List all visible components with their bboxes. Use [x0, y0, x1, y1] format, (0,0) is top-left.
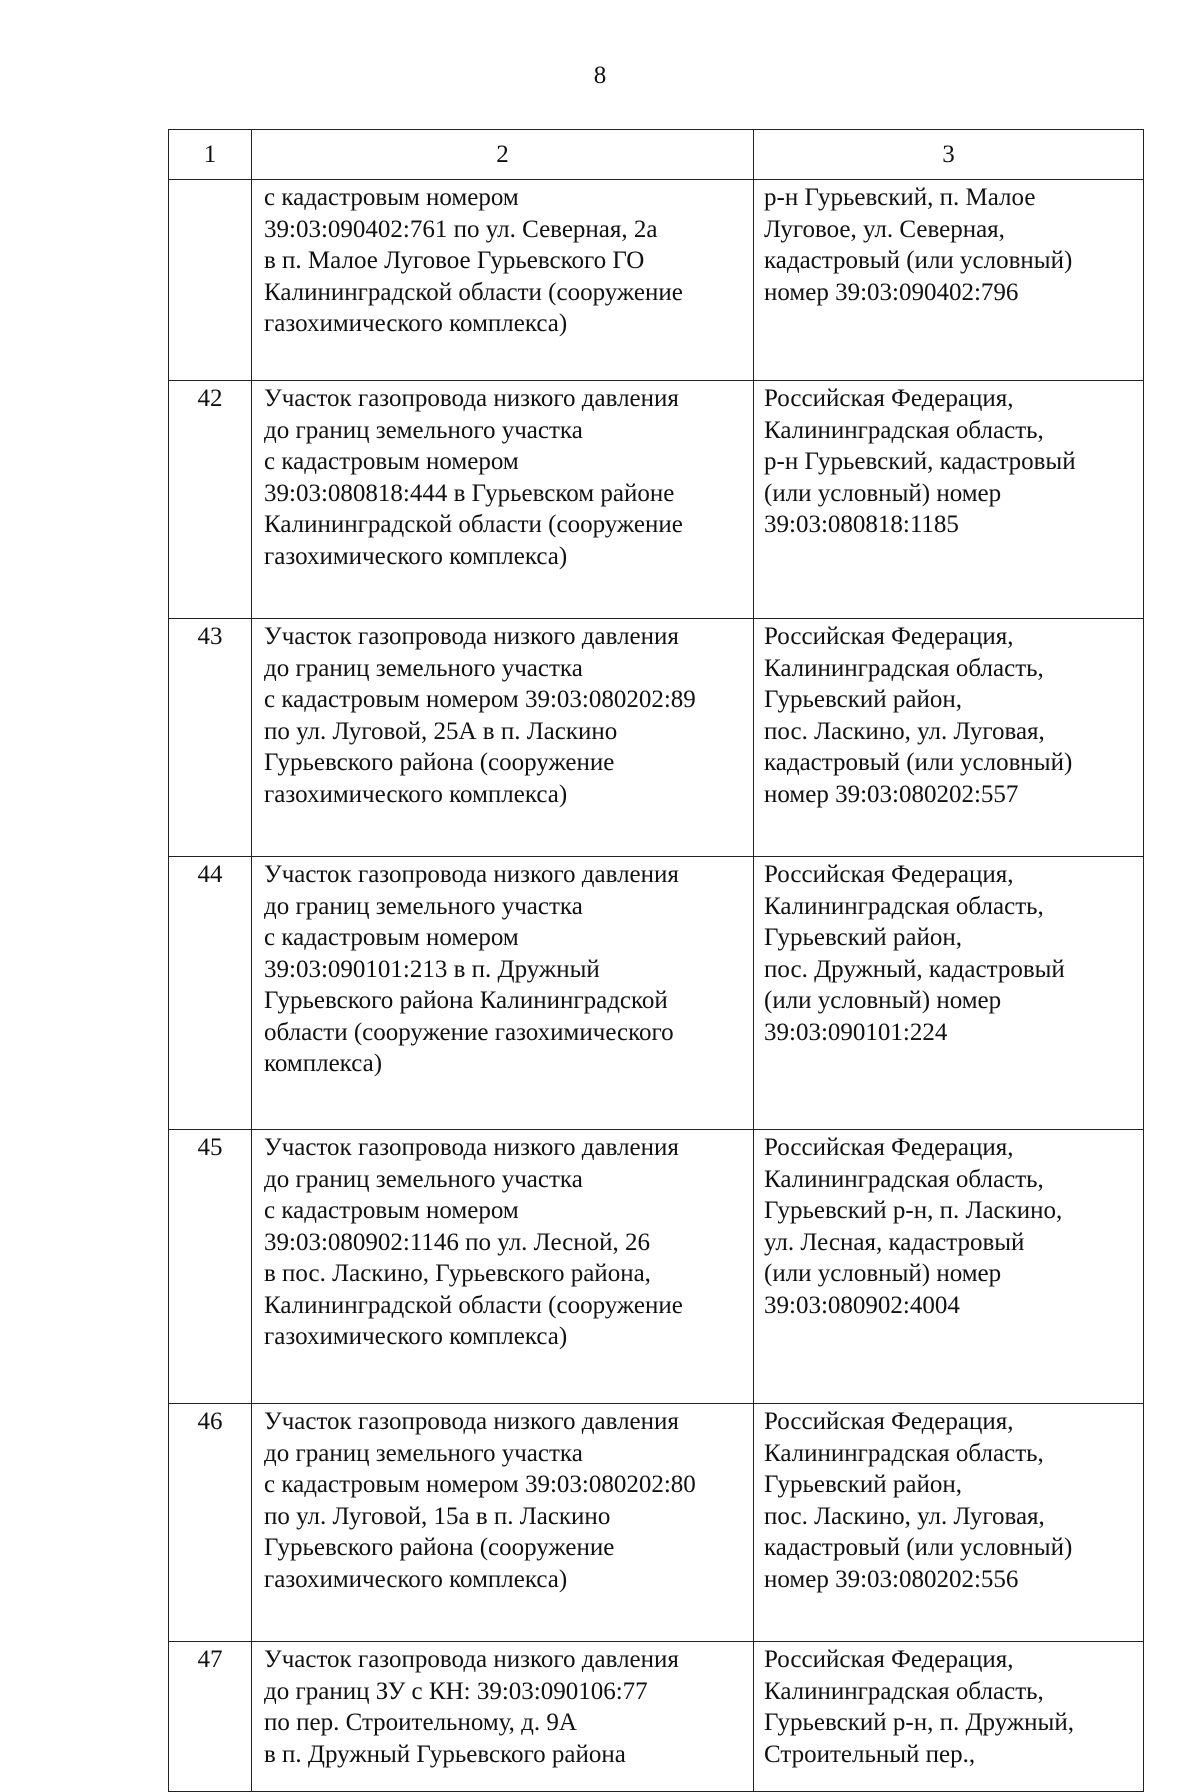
- description-line: газохимического комплекса): [264, 780, 568, 808]
- description-line: с кадастровым номером: [264, 924, 519, 951]
- description-line: с кадастровым номером: [264, 448, 519, 475]
- table-row: [169, 619, 1144, 857]
- description-line: комплекса): [264, 1050, 383, 1077]
- address-line: Гурьевский р-н, п. Ласкино,: [764, 1197, 1063, 1224]
- address-line: Гурьевский район,: [764, 686, 963, 713]
- address-line: Калининградская область,: [764, 416, 1044, 444]
- row-number: 46: [169, 1404, 252, 1642]
- address-line: (или условный) номер: [764, 1260, 1002, 1287]
- description-line: до границ земельного участка: [264, 654, 583, 682]
- address-line: пос. Ласкино, ул. Луговая,: [764, 1502, 1045, 1530]
- description-line: газохимического комплекса): [264, 1565, 568, 1593]
- object-description: [252, 1404, 754, 1642]
- address-line: Калининградская область,: [764, 892, 1044, 920]
- address-line: Российская Федерация,: [764, 861, 1014, 888]
- description-line: по ул. Луговой, 25А в п. Ласкино: [264, 717, 618, 745]
- address-line: Строительный пер.,: [764, 1740, 976, 1768]
- description-line: Калининградской области (сооружение: [264, 278, 683, 306]
- description-line: по пер. Строительному, д. 9А: [264, 1709, 577, 1736]
- description-line: Участок газопровода низкого давления: [264, 623, 679, 650]
- description-line: Калининградской области (сооружение: [264, 511, 683, 538]
- table-row: [169, 1130, 1144, 1404]
- description-line: с кадастровым номером 39:03:080202:89: [264, 686, 696, 713]
- description-line: Участок газопровода низкого давления: [264, 1646, 679, 1673]
- page-number: 8: [593, 62, 607, 89]
- description-line: Участок газопровода низкого давления: [264, 385, 679, 412]
- address-line: Гурьевский район,: [764, 924, 963, 951]
- address-line: Российская Федерация,: [764, 385, 1014, 412]
- address-line: 39:03:080818:1185: [764, 511, 959, 538]
- address-line: Гурьевский район,: [764, 1471, 963, 1498]
- description-line: Участок газопровода низкого давления: [264, 861, 679, 888]
- description-line: в пос. Ласкино, Гурьевского района,: [264, 1260, 651, 1287]
- description-line: в п. Малое Луговое Гурьевского ГО: [264, 247, 645, 274]
- description-line: до границ земельного участка: [264, 1165, 583, 1193]
- header-row: [169, 130, 1144, 180]
- table-row: [169, 1642, 1144, 1792]
- object-description: [252, 381, 754, 619]
- object-description: [252, 619, 754, 857]
- description-line: области (сооружение газохимического: [264, 1018, 674, 1046]
- address-line: Калининградская область,: [764, 654, 1044, 682]
- address-line: Российская Федерация,: [764, 1408, 1014, 1435]
- object-address: [754, 1404, 1144, 1642]
- description-line: газохимического комплекса): [264, 1323, 568, 1350]
- description-line: до границ земельного участка: [264, 1439, 583, 1467]
- description-line: Калининградской области (сооружение: [264, 1291, 683, 1319]
- table-row: [169, 1404, 1144, 1642]
- address-line: кадастровый (или условный): [764, 247, 1073, 274]
- table-row: [169, 180, 1144, 381]
- header-col-2: 2: [252, 130, 754, 180]
- description-line: 39:03:090402:761 по ул. Северная, 2а: [264, 215, 658, 243]
- address-line: Калининградская область,: [764, 1677, 1044, 1705]
- description-line: с кадастровым номером 39:03:080202:80: [264, 1471, 696, 1498]
- address-line: 39:03:090101:224: [764, 1018, 948, 1046]
- description-line: Участок газопровода низкого давления: [264, 1134, 679, 1161]
- address-line: номер 39:03:080202:557: [764, 780, 1019, 808]
- address-line: кадастровый (или условный): [764, 1534, 1073, 1561]
- address-line: (или условный) номер: [764, 987, 1002, 1014]
- description-line: до границ ЗУ с КН: 39:03:090106:77: [264, 1677, 648, 1705]
- header-col-1: 1: [169, 130, 252, 180]
- description-line: газохимического комплекса): [264, 310, 568, 337]
- address-line: Калининградская область,: [764, 1439, 1044, 1467]
- object-address: [754, 857, 1144, 1130]
- address-line: пос. Дружный, кадастровый: [764, 955, 1065, 983]
- description-line: до границ земельного участка: [264, 416, 583, 444]
- object-description: [252, 180, 754, 381]
- row-number: 43: [169, 619, 252, 857]
- address-line: р-н Гурьевский, кадастровый: [764, 448, 1076, 475]
- row-number: 47: [169, 1642, 252, 1792]
- table-body: [169, 180, 1144, 1792]
- header-col-3: 3: [754, 130, 1144, 180]
- address-line: 39:03:080902:4004: [764, 1291, 960, 1319]
- description-line: 39:03:090101:213 в п. Дружный: [264, 955, 600, 983]
- document-table: [168, 129, 1144, 1792]
- address-line: номер 39:03:090402:796: [764, 278, 1019, 306]
- description-line: с кадастровым номером: [264, 184, 519, 211]
- address-line: кадастровый (или условный): [764, 749, 1073, 776]
- description-line: с кадастровым номером: [264, 1197, 519, 1224]
- address-line: ул. Лесная, кадастровый: [764, 1228, 1025, 1256]
- object-address: [754, 381, 1144, 619]
- object-description: [252, 1130, 754, 1404]
- object-description: [252, 857, 754, 1130]
- description-line: Гурьевского района (сооружение: [264, 1534, 615, 1561]
- description-line: Гурьевского района (сооружение: [264, 749, 615, 776]
- description-line: по ул. Луговой, 15а в п. Ласкино: [264, 1502, 611, 1530]
- object-description: [252, 1642, 754, 1792]
- object-address: [754, 1130, 1144, 1404]
- description-line: 39:03:080818:444 в Гурьевском районе: [264, 479, 675, 507]
- table-row: [169, 857, 1144, 1130]
- address-line: (или условный) номер: [764, 479, 1002, 507]
- description-line: Участок газопровода низкого давления: [264, 1408, 679, 1435]
- description-line: Гурьевского района Калининградской: [264, 987, 668, 1014]
- address-line: Российская Федерация,: [764, 1646, 1014, 1673]
- address-line: Луговое, ул. Северная,: [764, 215, 1005, 243]
- description-line: газохимического комплекса): [264, 542, 568, 570]
- description-line: до границ земельного участка: [264, 892, 583, 920]
- object-address: [754, 1642, 1144, 1792]
- table-header: [169, 130, 1144, 180]
- address-line: Гурьевский р-н, п. Дружный,: [764, 1709, 1074, 1736]
- address-line: р-н Гурьевский, п. Малое: [764, 184, 1036, 211]
- row-number: 44: [169, 857, 252, 1130]
- address-line: Российская Федерация,: [764, 623, 1014, 650]
- object-address: [754, 180, 1144, 381]
- row-number: [169, 180, 252, 381]
- address-line: Российская Федерация,: [764, 1134, 1014, 1161]
- object-address: [754, 619, 1144, 857]
- table-row: [169, 381, 1144, 619]
- address-line: Калининградская область,: [764, 1165, 1044, 1193]
- address-line: номер 39:03:080202:556: [764, 1565, 1019, 1593]
- description-line: 39:03:080902:1146 по ул. Лесной, 26: [264, 1228, 651, 1256]
- address-line: пос. Ласкино, ул. Луговая,: [764, 717, 1045, 745]
- row-number: 42: [169, 381, 252, 619]
- description-line: в п. Дружный Гурьевского района: [264, 1740, 626, 1768]
- row-number: 45: [169, 1130, 252, 1404]
